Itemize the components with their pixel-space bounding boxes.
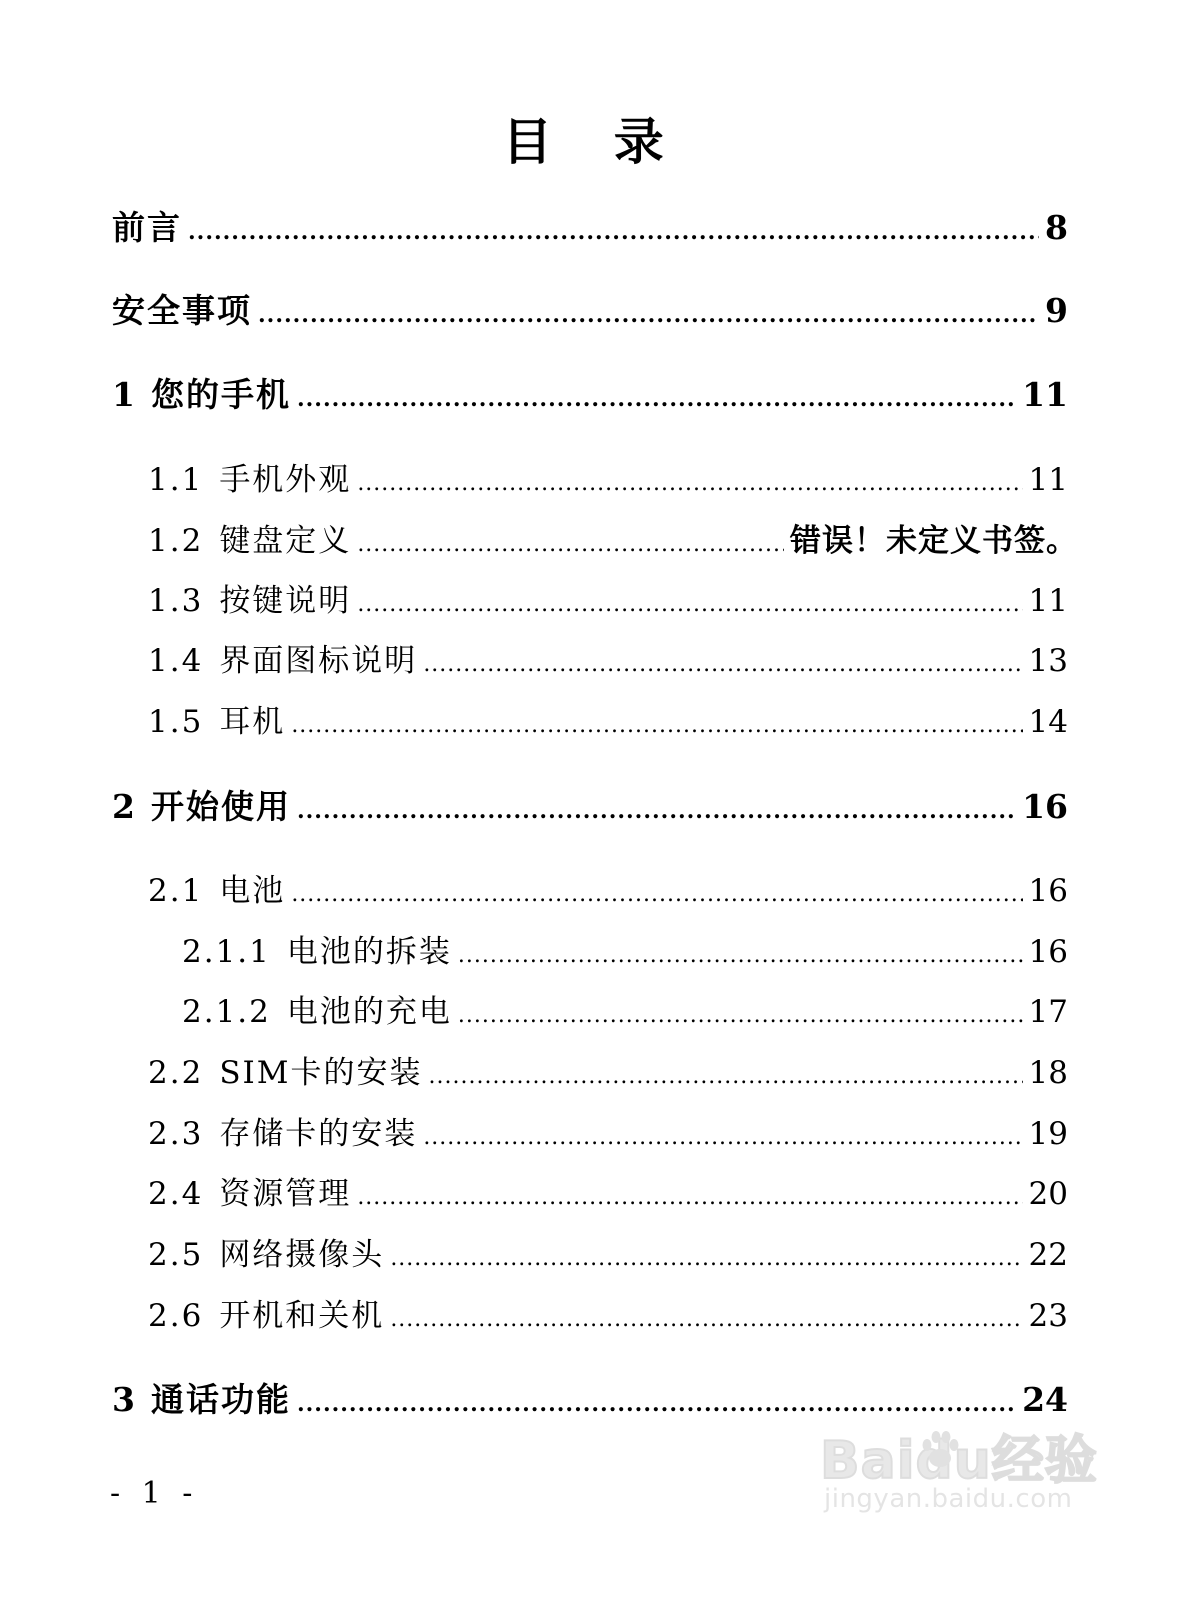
toc-entry[interactable] xyxy=(112,785,1068,833)
toc-entry-title: 开机和关机 xyxy=(219,1298,385,1334)
toc-dot-leader xyxy=(458,994,1023,1038)
toc-entry-title: 通话功能 xyxy=(150,1380,291,1419)
toc-page-number: 23 xyxy=(1028,1298,1068,1334)
toc-entry[interactable] xyxy=(148,1294,1068,1342)
toc-entry-number: 2.6 xyxy=(148,1298,204,1334)
toc-page-number: 8 xyxy=(1045,208,1068,247)
toc-entry-title: 电池 xyxy=(219,873,286,909)
toc-entry-number: 1.4 xyxy=(148,643,204,679)
toc-dot-leader xyxy=(297,377,1016,421)
toc-entry-title: 开始使用 xyxy=(150,787,291,826)
toc-entry-number: 2.4 xyxy=(148,1176,204,1212)
toc-entry-number: 2.1.1 xyxy=(182,934,271,970)
toc-page-number: 19 xyxy=(1028,1116,1068,1152)
toc-dot-leader xyxy=(188,210,1039,254)
baidu-jingyan-watermark xyxy=(820,1418,1100,1530)
toc-entry[interactable] xyxy=(148,1172,1068,1220)
toc-entry-title: SIM卡的安装 xyxy=(219,1055,423,1091)
toc-dot-leader xyxy=(357,523,784,567)
toc-entry-title: 安全事项 xyxy=(112,291,252,330)
toc-page-number: 14 xyxy=(1028,704,1068,740)
toc-entry[interactable] xyxy=(182,930,1068,978)
toc-entry-title: 手机外观 xyxy=(219,462,352,498)
toc-page-number: 24 xyxy=(1022,1380,1068,1419)
toc-entry-number: 2.2 xyxy=(148,1055,204,1091)
toc-entry-number: 3 xyxy=(112,1380,137,1419)
toc-page-number: 16 xyxy=(1028,934,1068,970)
toc-dot-leader xyxy=(291,704,1022,748)
toc-dot-leader xyxy=(291,873,1022,917)
toc-entry-number: 2.1.2 xyxy=(182,994,271,1030)
toc-page-number: 22 xyxy=(1028,1237,1068,1273)
toc-entry[interactable] xyxy=(148,1233,1068,1281)
toc-page-number: 9 xyxy=(1045,291,1068,330)
toc-dot-leader xyxy=(357,583,1022,627)
toc-dot-leader xyxy=(423,1116,1022,1160)
toc-page-number: 18 xyxy=(1028,1055,1068,1091)
toc-page-number: 16 xyxy=(1022,787,1068,826)
toc-entry[interactable] xyxy=(148,639,1068,687)
toc-entry-title: 前言 xyxy=(112,208,182,247)
toc-entry-number: 2.1 xyxy=(148,873,204,909)
toc-entry[interactable] xyxy=(148,1051,1068,1099)
toc-page-number: 11 xyxy=(1022,375,1068,414)
toc-page-number: 16 xyxy=(1028,873,1068,909)
toc-page-number: 17 xyxy=(1028,994,1068,1030)
watermark-url: jingyan.baidu.com xyxy=(824,1484,1073,1514)
toc-entry-title: 您的手机 xyxy=(150,375,291,414)
toc-entry-number: 1.2 xyxy=(148,523,204,559)
toc-dot-leader xyxy=(390,1298,1022,1342)
toc-entry-title: 键盘定义 xyxy=(219,523,352,559)
toc-entry[interactable] xyxy=(148,579,1068,627)
paw-icon xyxy=(918,1428,962,1472)
toc-dot-leader xyxy=(297,789,1016,833)
toc-entry-title: 网络摄像头 xyxy=(219,1237,385,1273)
toc-entry-title: 电池的拆装 xyxy=(286,934,452,970)
toc-dot-leader xyxy=(390,1237,1022,1281)
toc-entry[interactable] xyxy=(148,519,1078,567)
toc-entry-title: 按键说明 xyxy=(219,583,352,619)
toc-entry-title: 界面图标说明 xyxy=(219,643,418,679)
toc-entry[interactable] xyxy=(112,206,1068,254)
toc-dot-leader xyxy=(458,934,1023,978)
toc-entry-title: 存储卡的安装 xyxy=(219,1116,418,1152)
toc-dot-leader xyxy=(357,462,1022,506)
toc-dot-leader xyxy=(429,1055,1023,1099)
toc-entry-number: 1.1 xyxy=(148,462,204,498)
toc-entry[interactable] xyxy=(112,373,1068,421)
toc-page-number: 20 xyxy=(1028,1176,1068,1212)
toc-entry[interactable] xyxy=(148,1112,1068,1160)
toc-dot-leader xyxy=(423,643,1022,687)
toc-entry[interactable] xyxy=(148,869,1068,917)
toc-entry-number: 1 xyxy=(112,375,137,414)
page-number: - 1 - xyxy=(110,1476,199,1511)
toc-entry[interactable] xyxy=(182,990,1068,1038)
toc-entry[interactable] xyxy=(148,458,1068,506)
toc-entry-number: 2.3 xyxy=(148,1116,204,1152)
toc-bookmark-error: 错误！未定义书签。 xyxy=(790,523,1078,559)
toc-entry[interactable] xyxy=(148,700,1068,748)
toc-page-number: 13 xyxy=(1028,643,1068,679)
toc-page-number: 11 xyxy=(1028,583,1068,619)
toc-dot-leader xyxy=(357,1176,1022,1220)
toc-entry[interactable] xyxy=(112,289,1068,337)
watermark-brand: Baidu经验 xyxy=(820,1431,1098,1491)
toc-entry-number: 1.5 xyxy=(148,704,204,740)
page-title: 目 录 xyxy=(502,112,686,171)
toc-entry-number: 2.5 xyxy=(148,1237,204,1273)
toc-entry-number: 2 xyxy=(112,787,137,826)
toc-entry-title: 资源管理 xyxy=(219,1176,352,1212)
toc-dot-leader xyxy=(258,293,1039,337)
toc-entry-number: 1.3 xyxy=(148,583,204,619)
toc-entry-title: 耳机 xyxy=(219,704,286,740)
toc-page-number: 11 xyxy=(1028,462,1068,498)
toc-entry-title: 电池的充电 xyxy=(286,994,452,1030)
